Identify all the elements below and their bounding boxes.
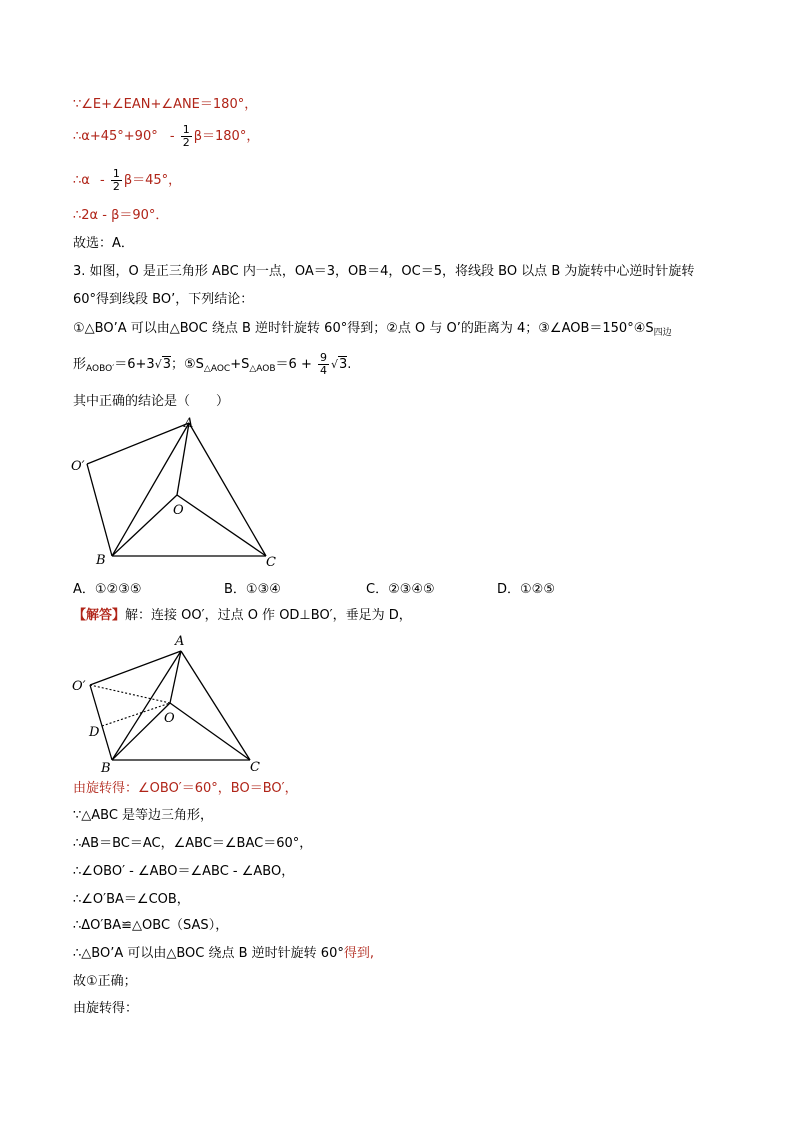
figure-triangle-rotation (60, 412, 290, 574)
solution-intro: 【解答】解：连接 OO′，过点 O 作 OD⊥BO′，垂足为 D， (73, 608, 412, 623)
line-angle-sum: ∵∠E+∠EAN+∠ANE＝180°， (73, 97, 258, 112)
seg-CO (170, 703, 250, 760)
seg-AB (112, 651, 181, 760)
solution-line-2: ∵△ABC 是等边三角形， (73, 808, 214, 823)
fraction-half-2: $\frac{1}{2}$ (112, 167, 120, 193)
problem-conclusions-2: 形$_{AOBO'}$＝6+3√3；$⑤S_{\triangle AOC}+S_{\triangle AOB}=6$ + $\frac{9}{4}$ √3. (73, 351, 352, 377)
seg-BO2 (90, 685, 112, 760)
figure-solution-construction (60, 630, 280, 778)
seg-AC (181, 651, 250, 760)
option-d[interactable]: D．①②⑤ (497, 582, 555, 597)
seg-BO (112, 703, 170, 760)
option-a[interactable]: A．①②③⑤ (73, 582, 142, 597)
solution-line-1: 由旋转得：∠OBO′＝60°，BO＝BO′， (73, 781, 298, 796)
label-B: B (96, 553, 106, 568)
label-C: C (250, 760, 260, 775)
solution-line-4: ∴∠OBO′ - ∠ABO＝∠ABC - ∠ABO， (73, 864, 295, 879)
seg-AO2 (90, 651, 181, 685)
line-alpha-equation: ∴α+45°+90° - $\frac{1}{2}$ β＝180°， (73, 123, 260, 149)
label-D: D (89, 725, 100, 740)
fraction-nine-fourths: $\frac{9}{4}$ (319, 351, 327, 377)
seg-AO2 (87, 423, 189, 464)
solution-line-8: 故①正确； (73, 974, 137, 989)
seg-BO (112, 495, 177, 556)
label-O-prime: O′ (71, 459, 85, 474)
fraction-half: $\frac{1}{2}$ (182, 123, 190, 149)
solution-line-9: 由旋转得： (73, 1001, 139, 1016)
label-C: C (266, 555, 276, 570)
line-answer: 故选：A． (73, 236, 134, 251)
label-A: A (184, 416, 194, 431)
solution-line-3: ∴AB＝BC＝AC，∠ABC＝∠BAC＝60°， (73, 836, 313, 851)
problem-question: 其中正确的结论是（ ） (73, 394, 230, 409)
solution-line-5: ∴∠O′BA＝∠COB， (73, 892, 190, 907)
seg-CO (177, 495, 266, 556)
label-A: A (175, 634, 185, 649)
label-B: B (101, 761, 111, 776)
solution-line-7: ∴△BO’A 可以由△BOC 绕点 B 逆时针旋转 60°得到, (73, 946, 374, 961)
label-O-prime: O′ (72, 679, 86, 694)
problem-stem-2: 60°得到线段 BO’，下列结论： (73, 292, 254, 307)
problem-stem-1: 3. 如图，O 是正三角形 ABC 内一点，OA＝3，OB＝4，OC＝5，将线段 BO 以点 B 为旋转中心逆时针旋转 (73, 264, 695, 279)
solution-line-6: ∴ΔO′BA≌△OBC（SAS）， (73, 918, 229, 933)
line-result: ∴2α - β＝90°． (73, 208, 169, 223)
seg-AC (189, 423, 266, 556)
seg-BO2 (87, 464, 112, 556)
problem-conclusions-1: ①△BO’A 可以由△BOC 绕点 B 逆时针旋转 60°得到；②点 O 与 O’的距离为 4；$③\angle AOB=150^\circ ④S_{四边}$ (73, 321, 672, 338)
label-O: O (164, 711, 175, 726)
label-O: O (173, 503, 184, 518)
option-b[interactable]: B．①③④ (224, 582, 281, 597)
line-alpha-minus-beta: ∴α - $\frac{1}{2}$ β＝45°， (73, 167, 182, 193)
option-c[interactable]: C．②③④⑤ (366, 582, 435, 597)
